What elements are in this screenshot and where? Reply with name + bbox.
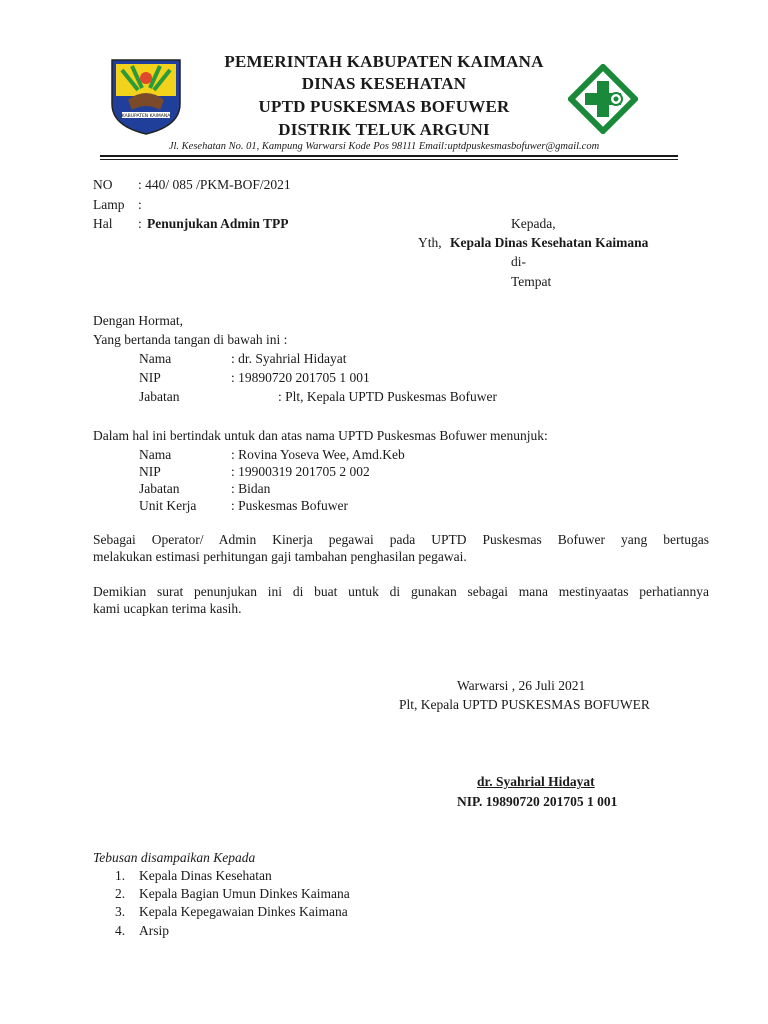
cc-item: Kepala Bagian Umun Dinkes Kaimana	[139, 886, 350, 901]
cc-item-number: 3.	[115, 904, 126, 919]
cc-item: Kepala Kepegawaian Dinkes Kaimana	[139, 904, 348, 919]
recipient-name: Kepala Dinas Kesehatan Kaimana	[450, 235, 649, 250]
signature-name: dr. Syahrial Hidayat	[477, 774, 595, 789]
appointee-jabatan-label: Jabatan	[139, 481, 180, 496]
cc-item-number: 4.	[115, 923, 126, 938]
header-divider-thick	[100, 155, 678, 157]
paragraph-closing-line2: kami ucapkan terima kasih.	[93, 601, 242, 616]
appointee-nip-label: NIP	[139, 464, 161, 479]
signer-nip-label: NIP	[139, 370, 161, 385]
signer-nip-value: : 19890720 201705 1 001	[231, 370, 370, 385]
cc-item: Arsip	[139, 923, 169, 938]
appointee-unit-label: Unit Kerja	[139, 498, 197, 513]
lamp-value: :	[138, 197, 142, 212]
cc-title: Tebusan disampaikan Kepada	[93, 850, 256, 865]
hal-colon: :	[138, 216, 142, 231]
no-value: : 440/ 085 /PKM-BOF/2021	[138, 177, 291, 192]
header-divider-thin	[100, 159, 678, 160]
paragraph-duty-line1: Sebagai Operator/ Admin Kinerja pegawai pada UPTD Puskesmas Bofuwer yang bertugas	[93, 532, 709, 547]
appoint-intro: Dalam hal ini bertindak untuk dan atas nama UPTD Puskesmas Bofuwer menunjuk:	[93, 428, 548, 443]
hal-value: Penunjukan Admin TPP	[147, 216, 289, 231]
signer-jabatan-label: Jabatan	[139, 389, 180, 404]
paragraph-closing-line1: Demikian surat penunjukan ini di buat untuk di gunakan sebagai mana mestinyaatas perhatiannya	[93, 584, 709, 599]
recipient-yth: Yth,	[418, 235, 442, 250]
puskesmas-cross-logo-icon	[568, 64, 638, 134]
signer-intro: Yang bertanda tangan di bawah ini :	[93, 332, 288, 347]
emblem-text: KABUPATEN KAIMANA	[121, 114, 171, 119]
signer-jabatan-value: : Plt, Kepala UPTD Puskesmas Bofuwer	[278, 389, 497, 404]
appointee-nama-label: Nama	[139, 447, 172, 462]
paragraph-duty-line2: melakukan estimasi perhitungan gaji tambahan penghasilan pegawai.	[93, 549, 467, 564]
appointee-nama-value: : Rovina Yoseva Wee, Amd.Keb	[231, 447, 405, 462]
cc-item-number: 2.	[115, 886, 126, 901]
header-address: Jl. Kesehatan No. 01, Kampung Warwarsi Kode Pos 98111 Email:uptdpuskesmasbofuwer@gmail.com	[168, 141, 600, 152]
header-line-district: DISTRIK TELUK ARGUNI	[278, 120, 490, 139]
signer-nama-value: : dr. Syahrial Hidayat	[231, 351, 347, 366]
appointee-nip-value: : 19900319 201705 2 002	[231, 464, 370, 479]
hal-label: Hal	[93, 216, 113, 231]
signer-nama-label: Nama	[139, 351, 172, 366]
greeting: Dengan Hormat,	[93, 313, 183, 328]
recipient-tempat: Tempat	[511, 274, 552, 289]
signature-position: Plt, Kepala UPTD PUSKESMAS BOFUWER	[399, 697, 650, 712]
appointee-jabatan-value: : Bidan	[231, 481, 271, 496]
header-line-government: PEMERINTAH KABUPATEN KAIMANA	[224, 52, 544, 71]
signature-nip: NIP. 19890720 201705 1 001	[457, 794, 618, 809]
appointee-unit-value: : Puskesmas Bofuwer	[231, 498, 348, 513]
recipient-di: di-	[511, 254, 526, 269]
cc-item-number: 1.	[115, 868, 126, 883]
no-label: NO	[93, 177, 113, 192]
signature-place-date: Warwarsi , 26 Juli 2021	[457, 678, 586, 693]
header-line-department: DINAS KESEHATAN	[301, 74, 467, 93]
recipient-kepada: Kepada,	[511, 216, 556, 231]
cc-item: Kepala Dinas Kesehatan	[139, 868, 272, 883]
lamp-label: Lamp	[93, 197, 125, 212]
header-line-puskesmas: UPTD PUSKESMAS BOFUWER	[258, 97, 510, 116]
